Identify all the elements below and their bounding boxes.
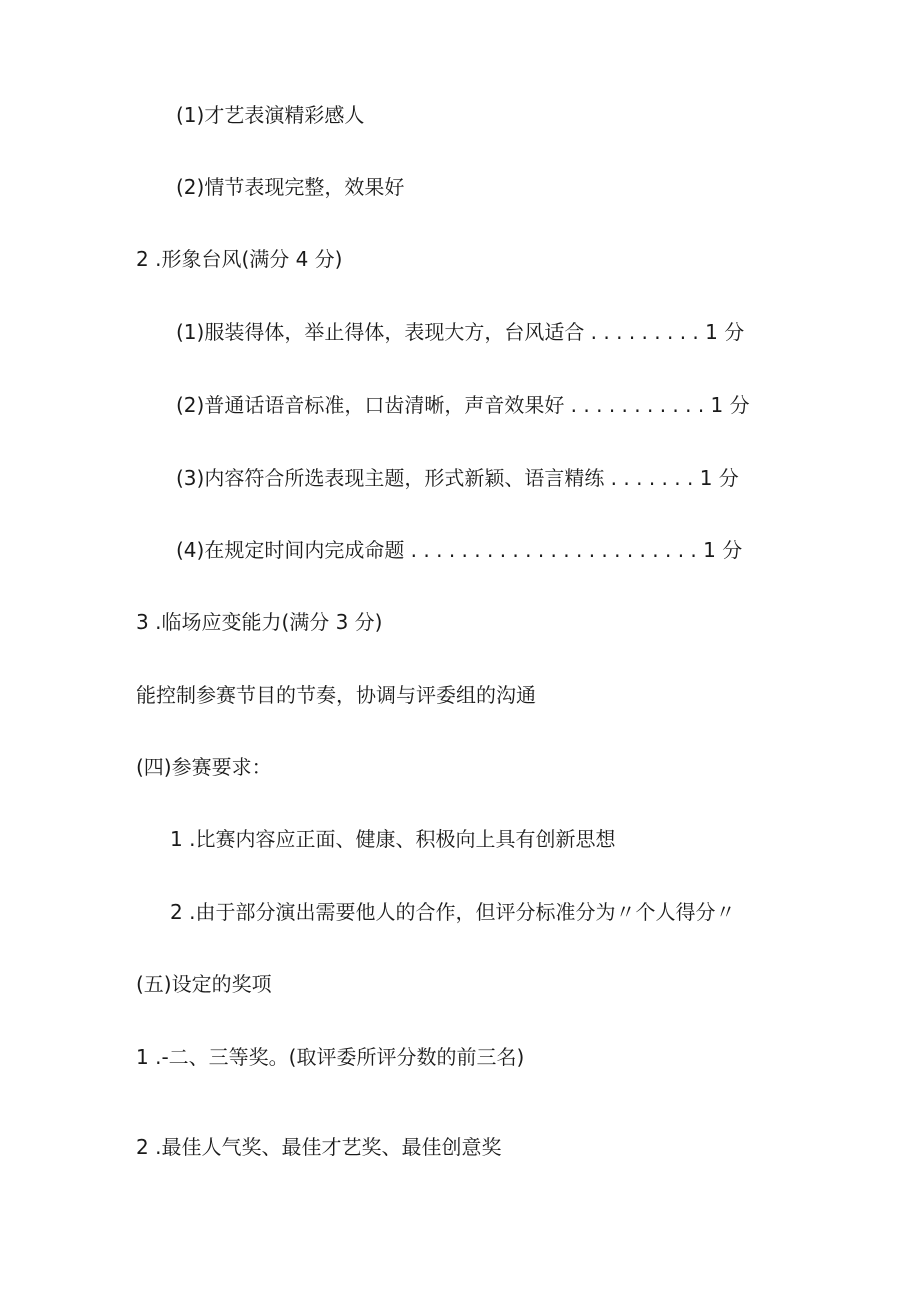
criterion-attire: (1)服装得体，举止得体，表现大方，台风适合 . . . . . . . . . 1 分: [176, 320, 745, 344]
award-1: 1 .-二、三等奖。(取评委所评分数的前三名): [136, 1045, 525, 1069]
criterion-mandarin: (2)普通话语音标准，口齿清晰，声音效果好 . . . . . . . . . . . 1 分: [176, 393, 750, 417]
adaptability-description: 能控制参赛节目的节奏，协调与评委组的沟通: [136, 683, 536, 707]
section-image-stage-presence: 2 .形象台风(满分 4 分): [136, 247, 343, 271]
heading-requirements: (四)参赛要求：: [136, 755, 272, 779]
requirement-1: 1 .比赛内容应正面、健康、积极向上具有创新思想: [170, 827, 616, 851]
award-2: 2 .最佳人气奖、最佳才艺奖、最佳创意奖: [136, 1135, 502, 1159]
criterion-talent-performance: (1)才艺表演精彩感人: [176, 103, 365, 127]
heading-awards: (五)设定的奖项: [136, 972, 272, 996]
requirement-2: 2 .由于部分演出需要他人的合作，但评分标准分为〃个人得分〃: [170, 900, 736, 924]
criterion-plot-complete: (2)情节表现完整，效果好: [176, 175, 405, 199]
section-adaptability: 3 .临场应变能力(满分 3 分): [136, 610, 383, 634]
criterion-time-limit: (4)在规定时间内完成命题 . . . . . . . . . . . . . . . . . . . . . . . 1 分: [176, 538, 743, 562]
criterion-content-theme: (3)内容符合所选表现主题，形式新颖、语言精练 . . . . . . . 1 分: [176, 466, 739, 490]
